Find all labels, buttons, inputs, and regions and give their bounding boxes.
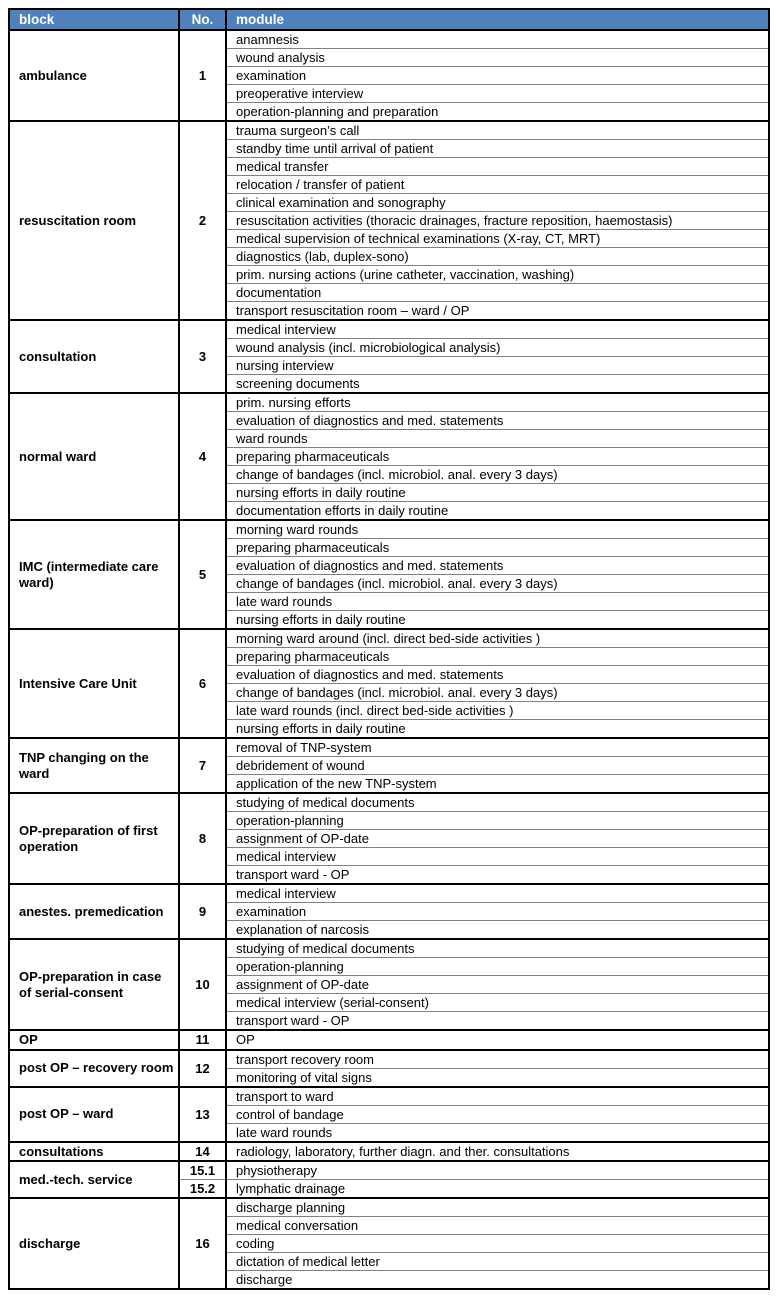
module-cell: medical conversation <box>226 1217 769 1235</box>
header-module: module <box>226 9 769 30</box>
module-cell: OP <box>226 1030 769 1050</box>
header-block: block <box>9 9 179 30</box>
block-number-cell: 1 <box>179 30 226 121</box>
block-number-cell: 15.1 <box>179 1161 226 1180</box>
module-cell: clinical examination and sonography <box>226 194 769 212</box>
block-name-cell: consultation <box>9 320 179 393</box>
module-cell: monitoring of vital signs <box>226 1068 769 1087</box>
block-name-cell: post OP – ward <box>9 1087 179 1142</box>
table-row <box>9 793 769 812</box>
table-row <box>9 884 769 903</box>
module-cell: operation-planning <box>226 812 769 830</box>
module-cell: medical interview <box>226 320 769 339</box>
module-cell: debridement of wound <box>226 757 769 775</box>
module-cell: preoperative interview <box>226 85 769 103</box>
module-cell: prim. nursing efforts <box>226 393 769 412</box>
module-cell: late ward rounds <box>226 1123 769 1142</box>
module-cell: transport resuscitation room – ward / OP <box>226 302 769 321</box>
module-table <box>8 8 770 1290</box>
module-cell: removal of TNP-system <box>226 738 769 757</box>
module-cell: diagnostics (lab, duplex-sono) <box>226 248 769 266</box>
module-cell: documentation efforts in daily routine <box>226 502 769 521</box>
block-name-cell: resuscitation room <box>9 121 179 320</box>
module-cell: late ward rounds <box>226 593 769 611</box>
module-cell: physiotherapy <box>226 1161 769 1180</box>
module-cell: standby time until arrival of patient <box>226 140 769 158</box>
module-cell: morning ward rounds <box>226 520 769 539</box>
module-cell: control of bandage <box>226 1105 769 1123</box>
block-name-cell: OP <box>9 1030 179 1050</box>
module-cell: anamnesis <box>226 30 769 49</box>
block-name-cell: IMC (intermediate care ward) <box>9 520 179 629</box>
block-name-cell: consultations <box>9 1142 179 1162</box>
block-number-cell: 6 <box>179 629 226 738</box>
module-cell: discharge <box>226 1271 769 1290</box>
block-number-cell: 3 <box>179 320 226 393</box>
module-cell: change of bandages (incl. microbiol. anal. every 3 days) <box>226 575 769 593</box>
module-cell: nursing efforts in daily routine <box>226 720 769 739</box>
block-number-cell: 11 <box>179 1030 226 1050</box>
block-name-cell: ambulance <box>9 30 179 121</box>
module-cell: relocation / transfer of patient <box>226 176 769 194</box>
block-number-cell: 5 <box>179 520 226 629</box>
block-name-cell: normal ward <box>9 393 179 520</box>
table-body <box>9 30 769 1289</box>
block-number-cell: 4 <box>179 393 226 520</box>
module-cell: transport ward - OP <box>226 866 769 885</box>
module-cell: prim. nursing actions (urine catheter, vaccination, washing) <box>226 266 769 284</box>
module-cell: explanation of narcosis <box>226 921 769 940</box>
block-number-cell: 16 <box>179 1198 226 1289</box>
module-cell: documentation <box>226 284 769 302</box>
module-cell: screening documents <box>226 375 769 394</box>
module-cell: discharge planning <box>226 1198 769 1217</box>
table-row <box>9 1087 769 1106</box>
table-row <box>9 1050 769 1069</box>
header-no: No. <box>179 9 226 30</box>
block-name-cell: post OP – recovery room <box>9 1050 179 1087</box>
block-number-cell: 7 <box>179 738 226 793</box>
module-cell: preparing pharmaceuticals <box>226 539 769 557</box>
block-number-cell: 12 <box>179 1050 226 1087</box>
table-row <box>9 1198 769 1217</box>
module-cell: preparing pharmaceuticals <box>226 448 769 466</box>
block-name-cell: Intensive Care Unit <box>9 629 179 738</box>
table-row <box>9 30 769 49</box>
module-cell: transport recovery room <box>226 1050 769 1069</box>
table-row <box>9 1142 769 1162</box>
module-cell: wound analysis <box>226 49 769 67</box>
block-number-cell: 13 <box>179 1087 226 1142</box>
module-cell: operation-planning <box>226 958 769 976</box>
block-number-cell: 15.2 <box>179 1180 226 1199</box>
block-name-cell: TNP changing on the ward <box>9 738 179 793</box>
module-cell: preparing pharmaceuticals <box>226 648 769 666</box>
module-cell: medical transfer <box>226 158 769 176</box>
module-cell: studying of medical documents <box>226 939 769 958</box>
module-cell: evaluation of diagnostics and med. statements <box>226 557 769 575</box>
module-cell: dictation of medical letter <box>226 1253 769 1271</box>
header-row <box>9 9 769 30</box>
table-row <box>9 1161 769 1180</box>
module-cell: operation-planning and preparation <box>226 103 769 122</box>
module-cell: studying of medical documents <box>226 793 769 812</box>
table-row <box>9 393 769 412</box>
module-cell: late ward rounds (incl. direct bed-side activities ) <box>226 702 769 720</box>
module-cell: trauma surgeon’s call <box>226 121 769 140</box>
block-name-cell: OP-preparation in case of serial-consent <box>9 939 179 1030</box>
block-number-cell: 10 <box>179 939 226 1030</box>
table-row <box>9 939 769 958</box>
module-cell: medical interview <box>226 884 769 903</box>
module-cell: radiology, laboratory, further diagn. and ther. consultations <box>226 1142 769 1162</box>
block-number-cell: 8 <box>179 793 226 884</box>
module-cell: medical interview (serial-consent) <box>226 994 769 1012</box>
table-row <box>9 320 769 339</box>
module-cell: medical interview <box>226 848 769 866</box>
block-number-cell: 9 <box>179 884 226 939</box>
block-name-cell: OP-preparation of first operation <box>9 793 179 884</box>
module-cell: ward rounds <box>226 430 769 448</box>
module-cell: examination <box>226 67 769 85</box>
module-cell: nursing interview <box>226 357 769 375</box>
block-number-cell: 14 <box>179 1142 226 1162</box>
module-cell: evaluation of diagnostics and med. statements <box>226 666 769 684</box>
block-name-cell: anestes. premedication <box>9 884 179 939</box>
table-row <box>9 121 769 140</box>
module-cell: medical supervision of technical examinations (X-ray, CT, MRT) <box>226 230 769 248</box>
module-cell: assignment of OP-date <box>226 976 769 994</box>
module-cell: change of bandages (incl. microbiol. anal. every 3 days) <box>226 466 769 484</box>
module-cell: application of the new TNP-system <box>226 775 769 794</box>
module-cell: resuscitation activities (thoracic drainages, fracture reposition, haemostasis) <box>226 212 769 230</box>
module-cell: wound analysis (incl. microbiological analysis) <box>226 339 769 357</box>
module-cell: coding <box>226 1235 769 1253</box>
table-row <box>9 520 769 539</box>
block-name-cell: med.-tech. service <box>9 1161 179 1198</box>
table-row <box>9 1030 769 1050</box>
table-row <box>9 629 769 648</box>
module-cell: assignment of OP-date <box>226 830 769 848</box>
module-cell: examination <box>226 903 769 921</box>
module-cell: transport to ward <box>226 1087 769 1106</box>
block-number-cell: 2 <box>179 121 226 320</box>
module-cell: lymphatic drainage <box>226 1180 769 1199</box>
module-cell: nursing efforts in daily routine <box>226 611 769 630</box>
module-cell: transport ward - OP <box>226 1012 769 1031</box>
module-cell: change of bandages (incl. microbiol. anal. every 3 days) <box>226 684 769 702</box>
module-cell: evaluation of diagnostics and med. statements <box>226 412 769 430</box>
block-name-cell: discharge <box>9 1198 179 1289</box>
table-row <box>9 738 769 757</box>
module-cell: morning ward around (incl. direct bed-side activities ) <box>226 629 769 648</box>
module-cell: nursing efforts in daily routine <box>226 484 769 502</box>
